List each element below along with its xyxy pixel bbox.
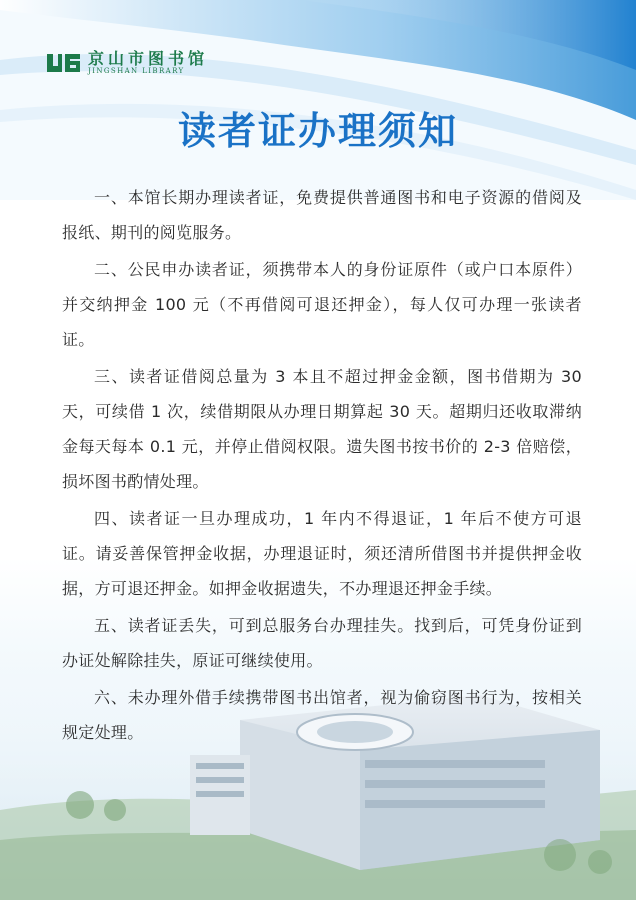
notice-paragraph: 四、读者证一旦办理成功，1 年内不得退证，1 年后不使方可退证。请妥善保管押金收据，办理退证时，须还清所借图书并提供押金收据，方可退还押金。如押金收据遗失，不办理退还押金手续。	[62, 509, 582, 598]
notice-paragraph: 一、本馆长期办理读者证，免费提供普通图书和电子资源的借阅及报纸、期刊的阅览服务。	[62, 188, 582, 242]
library-logo-icon	[46, 51, 82, 75]
library-logo	[46, 50, 208, 76]
notice-paragraph: 五、读者证丢失，可到总服务台办理挂失。找到后，可凭身份证到办证处解除挂失，原证可继续使用。	[62, 616, 582, 670]
notice-paragraph: 三、读者证借阅总量为 3 本且不超过押金金额，图书借期为 30 天，可续借 1 次，续借期限从办理日期算起 30 天。超期归还收取滞纳金每天每本 0.1 元，并停止借阅权限。遗失图书按书价的 2-3 倍赔偿，损坏图书酌情处理。	[62, 367, 582, 491]
page-title: 读者证办理须知	[177, 109, 458, 153]
notice-body	[62, 180, 582, 752]
library-name-cn: 京山市图书馆	[88, 49, 209, 68]
notice-paragraph: 六、未办理外借手续携带图书出馆者，视为偷窃图书行为，按相关规定处理。	[62, 688, 582, 742]
notice-paragraph: 二、公民申办读者证，须携带本人的身份证原件（或户口本原件）并交纳押金 100 元（不再借阅可退还押金），每人仅可办理一张读者证。	[62, 260, 582, 349]
library-name-en: JINGSHAN LIBRARY	[88, 67, 185, 75]
